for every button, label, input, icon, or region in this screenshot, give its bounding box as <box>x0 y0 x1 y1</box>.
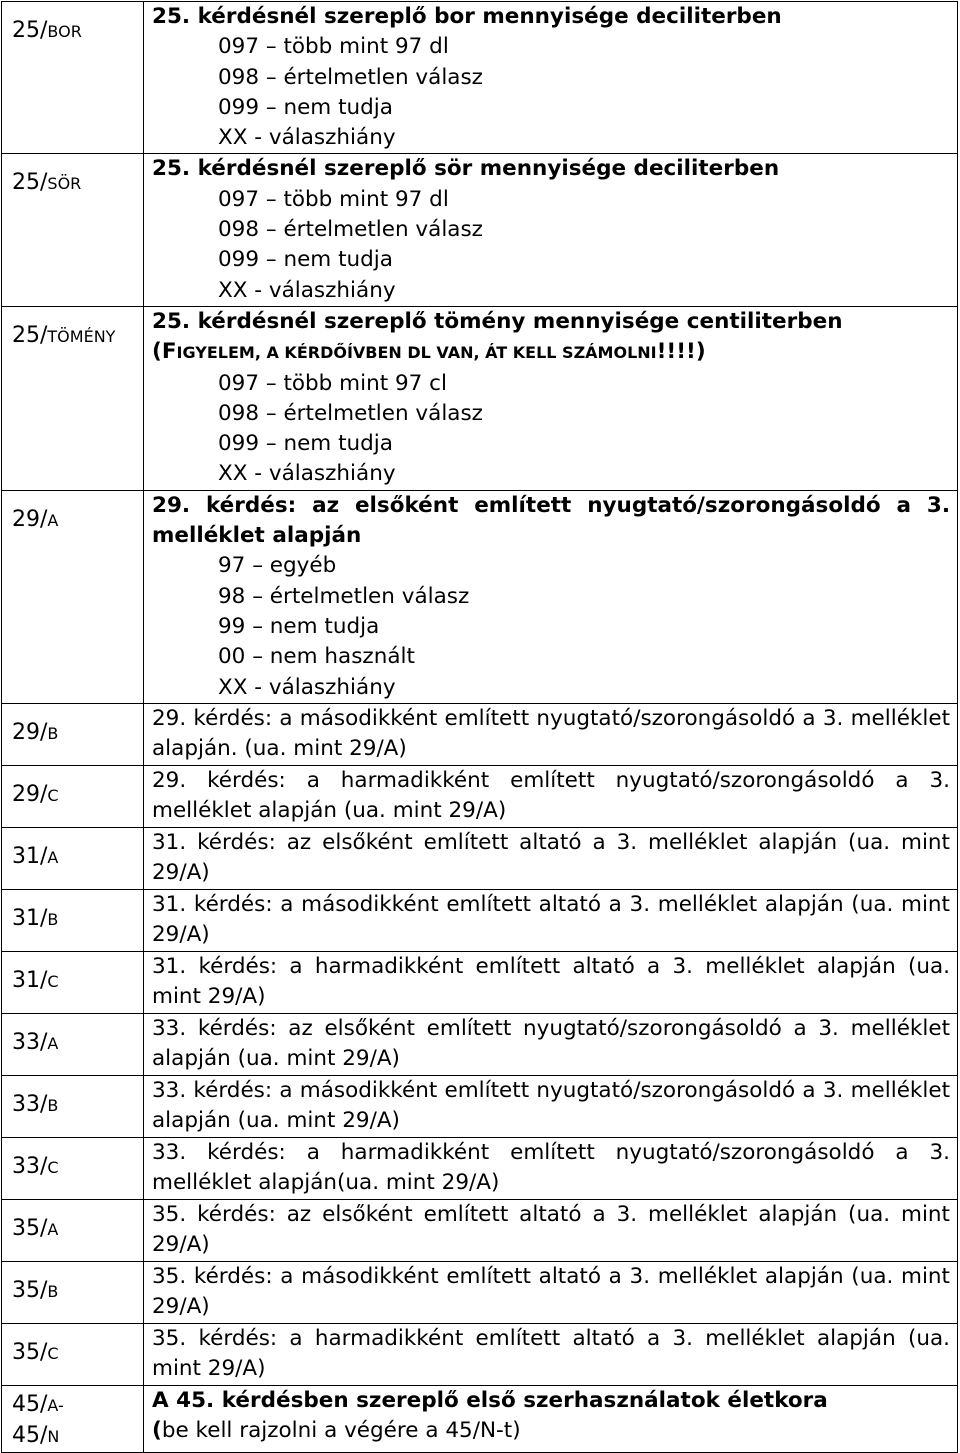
table-row <box>2 1323 958 1385</box>
code-item: 099 – nem tudja <box>218 94 393 120</box>
code-suffix: SÖR <box>47 174 82 194</box>
table-row <box>2 2 958 154</box>
description-cell: 35. kérdés: a másodikként említett altató a 3. melléklet alapján (ua. mint 29/A) <box>144 1261 958 1323</box>
code-item: XX - válaszhiány <box>218 277 396 303</box>
code-cell <box>2 1137 144 1199</box>
code-suffix: C <box>47 971 59 991</box>
code-suffix: C <box>47 1157 59 1177</box>
description-cell: 29. kérdés: a másodikként említett nyugtató/szorongásoldó a 3. melléklet alapján. (ua. mint 29/A) <box>144 703 958 765</box>
description-cell <box>144 154 958 306</box>
code-cell <box>2 1385 144 1452</box>
code-suffix: B <box>47 1095 59 1115</box>
code-suffix: C <box>47 785 59 805</box>
code-cell <box>2 1199 144 1261</box>
description-cell: 35. kérdés: az elsőként említett altató a 3. melléklet alapján (ua. mint 29/A) <box>144 1199 958 1261</box>
code-cell <box>2 703 144 765</box>
code-cell <box>2 827 144 889</box>
question-heading: 25. kérdésnél szereplő sör mennyisége deciliterben <box>152 156 780 182</box>
question-heading: A 45. kérdésben szereplő első szerhasználatok életkora <box>152 1387 828 1413</box>
warning-note: (FIGYELEM, A KÉRDŐÍVBEN DL VAN, ÁT KELL SZÁMOLNI!!!!) <box>152 339 706 365</box>
code-item: 097 – több mint 97 cl <box>218 370 447 396</box>
description-cell: 31. kérdés: a másodikként említett altató a 3. melléklet alapján (ua. mint 29/A) <box>144 889 958 951</box>
table-row <box>2 1385 958 1452</box>
table-row <box>2 306 958 490</box>
code-item: 098 – értelmetlen válasz <box>218 217 483 243</box>
code-cell <box>2 154 144 306</box>
description-cell: 29. kérdés: a harmadikként említett nyugtató/szorongásoldó a 3. melléklet alapján (ua. mint 29/A) <box>144 765 958 827</box>
code-cell <box>2 1075 144 1137</box>
table-row <box>2 827 958 889</box>
table-row <box>2 951 958 1013</box>
code-item: 99 – nem tudja <box>218 613 380 639</box>
description-cell: 33. kérdés: a másodikként említett nyugtató/szorongásoldó a 3. melléklet alapján (ua. mint 29/A) <box>144 1075 958 1137</box>
table-row <box>2 703 958 765</box>
code-suffix: B <box>47 1281 59 1301</box>
code-suffix: B <box>47 909 59 929</box>
table-row <box>2 1013 958 1075</box>
code-suffix: A <box>47 847 59 867</box>
code-suffix: TÖMÉNY <box>47 326 116 346</box>
code-suffix: C <box>47 1343 59 1363</box>
table-row <box>2 765 958 827</box>
code-item: 97 – egyéb <box>218 553 337 579</box>
code-number: 33/ <box>12 1029 48 1055</box>
description-cell: 33. kérdés: a harmadikként említett nyugtató/szorongásoldó a 3. melléklet alapján(ua. mint 29/A) <box>144 1137 958 1199</box>
instruction-note: (be kell rajzolni a végére a 45/N-t) <box>152 1418 521 1444</box>
code-number: 45/ <box>12 1422 48 1448</box>
table-row <box>2 1137 958 1199</box>
code-cell <box>2 2 144 154</box>
description-cell: 31. kérdés: az elsőként említett altató a 3. melléklet alapján (ua. mint 29/A) <box>144 827 958 889</box>
code-item: 098 – értelmetlen válasz <box>218 64 483 90</box>
description-cell <box>144 490 958 703</box>
code-number: 25/ <box>12 322 48 348</box>
code-cell <box>2 1261 144 1323</box>
code-item: 097 – több mint 97 dl <box>218 34 449 60</box>
code-item: XX - válaszhiány <box>218 125 396 151</box>
description-cell: 35. kérdés: a harmadikként említett altató a 3. melléklet alapján (ua. mint 29/A) <box>144 1323 958 1385</box>
table-row <box>2 1199 958 1261</box>
code-number: 33/ <box>12 1153 48 1179</box>
code-number: 35/ <box>12 1215 48 1241</box>
table-row <box>2 490 958 703</box>
code-cell <box>2 889 144 951</box>
codebook-table <box>1 1 958 1453</box>
code-number: 31/ <box>12 905 48 931</box>
table-row <box>2 1261 958 1323</box>
code-cell <box>2 951 144 1013</box>
code-suffix: BOR <box>47 22 82 41</box>
code-suffix: A <box>47 1219 59 1239</box>
code-suffix: N <box>47 1426 60 1446</box>
code-suffix: B <box>47 723 59 743</box>
code-item: 099 – nem tudja <box>218 247 393 273</box>
code-item: XX - válaszhiány <box>218 674 396 700</box>
code-number: 29/ <box>12 719 48 745</box>
code-number: 25/ <box>12 170 48 196</box>
code-cell <box>2 306 144 490</box>
code-number: 29/ <box>12 506 48 532</box>
table-row <box>2 1075 958 1137</box>
code-number: 33/ <box>12 1091 48 1117</box>
question-heading: 25. kérdésnél szereplő bor mennyisége deciliterben <box>152 4 782 29</box>
question-heading: 29. kérdés: az elsőként említett nyugtató/szorongásoldó a 3. melléklet alapján <box>152 492 950 549</box>
code-suffix: A- <box>47 1395 64 1415</box>
code-item: XX - válaszhiány <box>218 461 396 487</box>
code-suffix: A <box>47 1033 59 1053</box>
code-number: 31/ <box>12 967 48 993</box>
description-cell: 31. kérdés: a harmadikként említett altató a 3. melléklet alapján (ua. mint 29/A) <box>144 951 958 1013</box>
code-number: 25/ <box>12 18 48 43</box>
code-item: 098 – értelmetlen válasz <box>218 400 483 426</box>
code-item: 00 – nem használt <box>218 644 415 670</box>
description-cell <box>144 306 958 490</box>
description-cell: 33. kérdés: az elsőként említett nyugtató/szorongásoldó a 3. melléklet alapján (ua. mint 29/A) <box>144 1013 958 1075</box>
description-cell <box>144 1385 958 1452</box>
code-item: 98 – értelmetlen válasz <box>218 583 470 609</box>
code-cell <box>2 1013 144 1075</box>
code-number: 29/ <box>12 781 48 807</box>
table-row <box>2 889 958 951</box>
code-item: 099 – nem tudja <box>218 431 393 457</box>
code-number: 45/ <box>12 1391 48 1417</box>
description-cell <box>144 2 958 154</box>
code-cell <box>2 765 144 827</box>
code-cell <box>2 1323 144 1385</box>
code-number: 35/ <box>12 1339 48 1365</box>
question-heading: 25. kérdésnél szereplő tömény mennyisége centiliterben <box>152 308 843 334</box>
code-number: 35/ <box>12 1277 48 1303</box>
code-cell <box>2 490 144 703</box>
code-item: 097 – több mint 97 dl <box>218 186 449 212</box>
code-number: 31/ <box>12 843 48 869</box>
table-row <box>2 154 958 306</box>
code-suffix: A <box>47 510 59 530</box>
